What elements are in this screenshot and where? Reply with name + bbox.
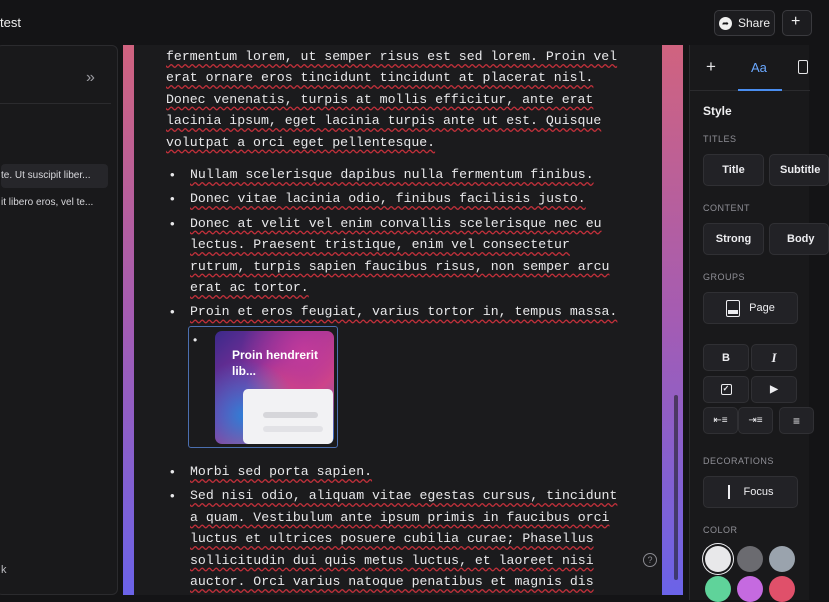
text-line: a quam. Vestibulum ante ipsum primis in faucibus orci	[190, 509, 610, 525]
gradient-edge-right	[662, 45, 683, 595]
text-line: • Donec vitae lacinia odio, finibus facilisis justo.	[190, 191, 586, 207]
text-line: sollicitudin dui quis metus luctus, et laoreet nisi	[190, 552, 594, 568]
page-label: Page	[749, 302, 775, 314]
top-bar	[0, 0, 800, 45]
italic-button[interactable]: I	[751, 344, 797, 371]
color-swatch[interactable]	[769, 546, 795, 572]
text-line: lacinia ipsum, eget lacinia turpis ante ut est. Quisque	[166, 113, 602, 129]
help-icon[interactable]: ?	[643, 553, 657, 567]
share-button[interactable]	[714, 10, 775, 36]
outdent-button[interactable]: ⇤≡	[703, 407, 738, 434]
sidebar-footer[interactable]: k	[1, 564, 7, 576]
share-icon: ➦	[719, 17, 732, 30]
indent-button[interactable]: ⇥≡	[738, 407, 773, 434]
placeholder-line	[263, 426, 323, 432]
document-title[interactable]: test	[0, 15, 21, 30]
sidebar-divider	[0, 103, 111, 104]
page-icon[interactable]	[798, 60, 808, 74]
color-swatch[interactable]	[769, 576, 795, 602]
text-line: lectus. Praesent tristique, enim vel consectetur	[190, 237, 570, 253]
embed-inner-card	[243, 389, 333, 444]
text-line: fermentum lorem, ut semper risus est sed lorem. Proin vel	[166, 49, 618, 64]
color-swatch[interactable]	[737, 576, 763, 602]
embed-title: Proin hendrerit lib...	[232, 348, 319, 378]
gradient-edge-left	[123, 45, 134, 595]
text-line: erat ornare eros tincidunt tincidunt at placerat nisl.	[166, 70, 594, 86]
title-style-button[interactable]: Title	[703, 154, 764, 186]
list-item[interactable]	[170, 164, 630, 185]
text-line: auctor. Orci varius natoque penatibus et magnis dis	[190, 574, 594, 590]
body-style-button[interactable]: Body	[769, 223, 829, 255]
color-swatch[interactable]	[737, 546, 763, 572]
list-item[interactable]	[170, 213, 630, 299]
section-label-titles: TITLES	[703, 134, 737, 144]
focus-bar-icon	[728, 485, 730, 499]
sidebar-item[interactable]: te. Ut suscipit liber...	[1, 164, 108, 188]
double-chevron-right-icon[interactable]: »	[86, 69, 95, 86]
color-swatch[interactable]	[705, 576, 731, 602]
section-label-color: COLOR	[703, 525, 738, 535]
sidebar-item[interactable]: it libero eros, vel te...	[1, 197, 94, 208]
section-label-decorations: DECORATIONS	[703, 456, 774, 466]
list-item[interactable]	[170, 188, 630, 209]
text-line: luctus et ultrices posuere cubilia curae; Phasellus	[190, 531, 594, 547]
subtitle-style-button[interactable]: Subtitle	[769, 154, 829, 186]
placeholder-line	[263, 412, 318, 418]
align-button[interactable]: ≡	[779, 407, 814, 434]
section-label-groups: GROUPS	[703, 272, 746, 282]
embedded-page-card[interactable]	[188, 326, 338, 448]
tab-style[interactable]: Aa	[751, 60, 767, 75]
editor-scrollbar[interactable]	[674, 395, 678, 580]
strong-style-button[interactable]: Strong	[703, 223, 764, 255]
text-line: • Proin et eros feugiat, varius tortor in, tempus massa.	[190, 304, 618, 320]
list-item[interactable]	[170, 301, 630, 322]
embed-preview-image[interactable]	[215, 331, 334, 444]
text-line: • Nullam scelerisque dapibus nulla fermentum finibus.	[190, 167, 594, 182]
text-line: • Donec at velit vel enim convallis scelerisque nec eu	[190, 215, 602, 231]
embed-bullet: •	[193, 333, 198, 347]
active-tab-indicator	[738, 89, 782, 91]
left-sidebar	[0, 45, 118, 595]
editor-canvas[interactable]	[123, 45, 683, 595]
focus-decoration-button[interactable]	[703, 476, 798, 508]
color-swatch[interactable]	[705, 546, 731, 572]
text-line: volutpat a orci eget pellentesque.	[166, 134, 436, 150]
list-item[interactable]	[170, 485, 630, 592]
bullet-list	[170, 461, 630, 592]
text-line: rutrum, turpis sapien faucibus risus, non semper arcu	[190, 258, 610, 274]
play-button[interactable]: ▶	[751, 376, 797, 403]
panel-heading: Style	[703, 104, 732, 118]
paragraph[interactable]	[166, 46, 636, 153]
style-panel	[689, 45, 821, 600]
text-line: erat ac tortor.	[190, 280, 309, 296]
focus-label: Focus	[743, 486, 774, 498]
text-line: Donec venenatis, turpis at mollis efficitur, ante erat	[166, 91, 594, 107]
page-group-button[interactable]	[703, 292, 798, 324]
section-label-content: CONTENT	[703, 203, 750, 213]
checkbox-button[interactable]	[703, 376, 749, 403]
checkbox-icon: ✓	[721, 384, 732, 395]
panel-tabs	[690, 45, 810, 91]
bold-button[interactable]: B	[703, 344, 749, 371]
list-item[interactable]	[170, 461, 630, 482]
bullet-list	[170, 164, 630, 323]
text-line: • Sed nisi odio, aliquam vitae egestas cursus, tincidunt	[190, 488, 618, 504]
share-label: Share	[737, 16, 771, 30]
tab-insert[interactable]: +	[706, 57, 716, 76]
add-button[interactable]: +	[782, 10, 812, 36]
text-line: • Morbi sed porta sapien.	[190, 464, 373, 479]
page-icon	[726, 300, 740, 317]
